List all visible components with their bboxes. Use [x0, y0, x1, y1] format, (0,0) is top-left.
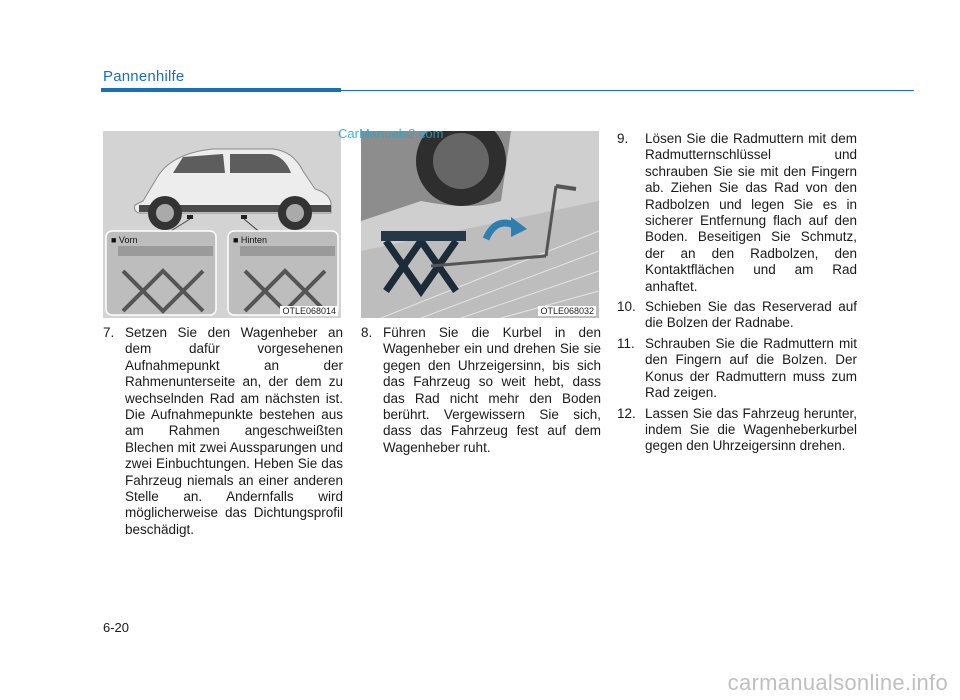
site-watermark: carmanualsonline.info — [727, 670, 948, 695]
step-text: Lösen Sie die Radmuttern mit dem Radmutternschlüssel und schrauben Sie sie mit den Fingern ab. Ziehen Sie das Rad von den Radbolzen und legen Sie es in sicherer Entfernung flach auf den Boden. Beseitigen Sie Schmutz, der an den Radbolzen, den Kontaktflächen und am Rad anhaftet. — [645, 131, 857, 294]
step-item — [361, 325, 601, 456]
step-text: Schrauben Sie die Radmuttern mit den Fingern auf die Bolzen. Der Konus der Radmuttern muss zum Rad zeigen. — [645, 335, 857, 401]
page-number: 6-20 — [103, 620, 130, 635]
step-number: 8. — [361, 325, 373, 340]
header-rule — [341, 90, 914, 91]
figure-jack-crank — [361, 131, 599, 318]
step-item — [617, 131, 857, 295]
step-item — [617, 336, 857, 402]
jack-crank-illustration — [361, 131, 599, 318]
step-number: 9. — [617, 131, 629, 146]
header-rule-accent — [101, 88, 341, 92]
step-item — [617, 406, 857, 455]
section-title: Pannenhilfe — [103, 68, 185, 85]
step-number: 11. — [617, 335, 635, 351]
step-item — [617, 299, 857, 332]
column-middle — [361, 325, 601, 460]
jack-points-illustration — [103, 131, 341, 318]
step-number: 10. — [617, 299, 636, 315]
step-text: Führen Sie die Kurbel in den Wagenheber ein und drehen Sie sie gegen den Uhrzeigersinn, bis sich das Fahrzeug so weit hebt, dass das Rad nicht mehr den Boden berührt. Vergewissern Sie sich, dass das Fahrzeug fest auf dem Wagenheber ruht. — [383, 325, 601, 455]
watermark: CarManuals2.com — [338, 126, 444, 141]
step-number: 12. — [617, 405, 636, 421]
step-text: Schieben Sie das Reserverad auf die Bolzen der Radnabe. — [645, 299, 857, 331]
figure-jack-points — [103, 131, 341, 318]
step-text: Lassen Sie das Fahrzeug herunter, indem Sie die Wagenheberkurbel gegen den Uhrzeigersinn drehen. — [645, 405, 857, 454]
figure-code: OTLE068014 — [282, 306, 336, 316]
column-right — [617, 131, 857, 459]
inset-label-rear: ■ Hinten — [233, 235, 267, 245]
figure-code: OTLE068032 — [540, 306, 594, 316]
column-left — [103, 325, 343, 542]
step-text: Setzen Sie den Wagenheber an dem dafür vorgesehenen Aufnahmepunkt an der Rahmenunterseite an, der dem zu wechselnden Rad am nächsten ist. Die Aufnahmepunkte bestehen aus am Rahmen angeschweißten Blechen mit zwei Aussparungen und zwei Einbuchtungen. Heben Sie das Fahrzeug niemals an einer anderen Stelle an. Andernfalls wird möglicherweise das Dichtungsprofil beschädigt. — [125, 325, 343, 537]
inset-label-front: ■ Vorn — [111, 235, 138, 245]
step-item — [103, 325, 343, 538]
step-number: 7. — [103, 325, 115, 340]
